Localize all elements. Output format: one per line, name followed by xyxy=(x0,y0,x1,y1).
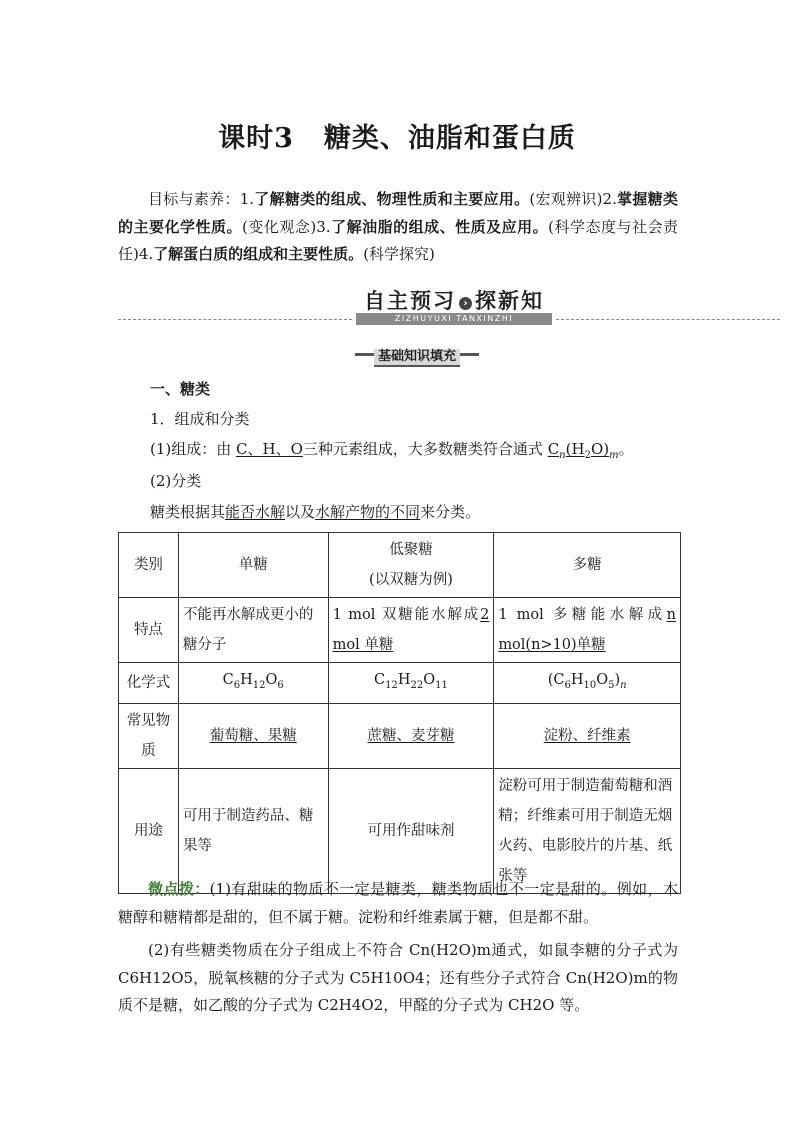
blank-poly-product: n mol(n>10)单糖 xyxy=(498,607,676,653)
table-row xyxy=(119,533,681,598)
lesson-number: 课时3 xyxy=(218,123,294,154)
table-cell: 类别 xyxy=(119,533,179,598)
divider-left xyxy=(118,319,352,320)
composition-lead: (1)组成：由 xyxy=(150,440,232,458)
table-cell: 用途 xyxy=(119,768,179,893)
composition-end: 。 xyxy=(618,440,634,458)
table-cell xyxy=(328,533,494,598)
table-cell: $C_{12}H_{22}O_{11}$ xyxy=(328,663,494,704)
goal-2-tag: (变化观念)3. xyxy=(242,217,331,236)
classification-end: 来分类。 xyxy=(420,503,481,521)
table-row xyxy=(119,703,681,768)
section-banner xyxy=(356,290,552,326)
goal-3: 了解油脂的组成、性质及应用。 xyxy=(330,217,549,236)
saccharide-table xyxy=(118,532,681,894)
composition-mid: 三种元素组成，大多数糖类符合通式 xyxy=(302,440,543,458)
table-cell: 特点 xyxy=(119,598,179,663)
table-row xyxy=(119,663,681,704)
blank-polysaccharides: 淀粉、纤维素 xyxy=(543,727,631,744)
table-cell xyxy=(178,703,328,768)
tip-label: 微点拨： xyxy=(148,880,210,898)
goal-3-tag: (科学态度与社会责任)4. xyxy=(118,217,678,263)
blank-disaccharides: 蔗糖、麦芽糖 xyxy=(367,727,455,744)
table-cell: 不能再水解成更小的糖分子 xyxy=(178,598,328,663)
table-cell: $(C_6H_{10}O_5)_n$ xyxy=(494,663,681,704)
banner-right-text: 探新知 xyxy=(475,289,544,313)
table-row xyxy=(119,768,681,893)
table-cell: 常见物质 xyxy=(119,703,179,768)
blank-hydrolysis: 能否水解 xyxy=(225,503,286,521)
goal-2: 掌握糖类的主要化学性质。 xyxy=(118,190,678,236)
tip-text-1: (1)有甜味的物质不一定是糖类，糖类物质也不一定是甜的。例如，木糖醇和糖精都是甜的，但不属于糖。淀粉和纤维素属于糖，但是都不甜。 xyxy=(118,880,678,926)
table-cell xyxy=(494,703,681,768)
learning-goals xyxy=(118,186,678,269)
table-cell: 多糖 xyxy=(494,533,681,598)
blank-products: 水解产物的不同 xyxy=(315,503,421,521)
oligo-title: 低聚糖 xyxy=(389,542,433,558)
divider-right xyxy=(556,319,780,320)
table-cell: 化学式 xyxy=(119,663,179,704)
oligo-feature: 1 mol 双糖能水解成 xyxy=(332,607,481,623)
blank-monosaccharides: 葡萄糖、果糖 xyxy=(209,727,297,744)
goal-1: 了解糖类的组成、物理性质和主要应用。 xyxy=(254,190,530,208)
composition-line xyxy=(150,438,634,461)
goal-4: 了解蛋白质的组成和主要性质。 xyxy=(153,245,364,263)
subsection-heading: 1．组成和分类 xyxy=(150,410,250,428)
table-cell xyxy=(494,598,681,663)
oligo-subtitle: (以双糖为例) xyxy=(369,572,453,588)
blank-elements: C、H、O xyxy=(236,440,303,458)
table-cell xyxy=(328,703,494,768)
table-row xyxy=(119,598,681,663)
table-cell: 可用于制造药品、糖果等 xyxy=(178,768,328,893)
table-cell: 单糖 xyxy=(178,533,328,598)
classification-line xyxy=(150,501,480,522)
table-cell xyxy=(328,598,494,663)
subsection-bar xyxy=(355,345,479,363)
section-heading: 一、糖类 xyxy=(150,380,211,398)
banner-pinyin: ZIZHUYUXI TANXINZHI xyxy=(356,313,552,325)
blank-oligo-product: 2 mol 单糖 xyxy=(332,607,490,653)
classification-lead: 糖类根据其 xyxy=(150,503,226,521)
banner-left-text: 自主预习 xyxy=(364,289,456,313)
chevron-right-icon: › xyxy=(459,297,472,310)
table-cell: 可用作甜味剂 xyxy=(328,768,494,893)
table-cell: $C_6H_{12}O_6$ xyxy=(178,663,328,704)
goals-lead: 目标与素养：1. xyxy=(148,190,255,208)
page-title xyxy=(0,116,794,155)
goal-4-tag: (科学探究) xyxy=(363,245,435,263)
poly-feature: 1 mol 多糖能水解成 xyxy=(498,607,667,623)
table-cell: 淀粉可用于制造葡萄糖和酒精；纤维素可用于制造无烟火药、电影胶片的片基、纸张等 xyxy=(494,768,681,893)
lesson-topic: 糖类、油脂和蛋白质 xyxy=(323,123,576,154)
classification-label: (2)分类 xyxy=(150,472,202,490)
goal-1-tag: (宏观辨识)2. xyxy=(529,190,617,208)
tip-paragraph-2: (2)有些糖类物质在分子组成上不符合 Cn(H2O)m通式，如鼠李糖的分子式为 C6H12O5，脱氧核糖的分子式为 C5H10O4；还有些分子式符合 Cn(H2O)m的物质不是糖，如乙酸的分子式为 C2H4O2，甲醛的分子式为 CH2O 等。 xyxy=(118,941,678,1014)
blank-formula: $C_n(H_2O)_m$ xyxy=(547,440,619,461)
classification-mid: 以及 xyxy=(285,503,316,521)
subsection-title: 基础知识填充 xyxy=(374,349,460,367)
tip-paragraph-1 xyxy=(118,876,678,931)
